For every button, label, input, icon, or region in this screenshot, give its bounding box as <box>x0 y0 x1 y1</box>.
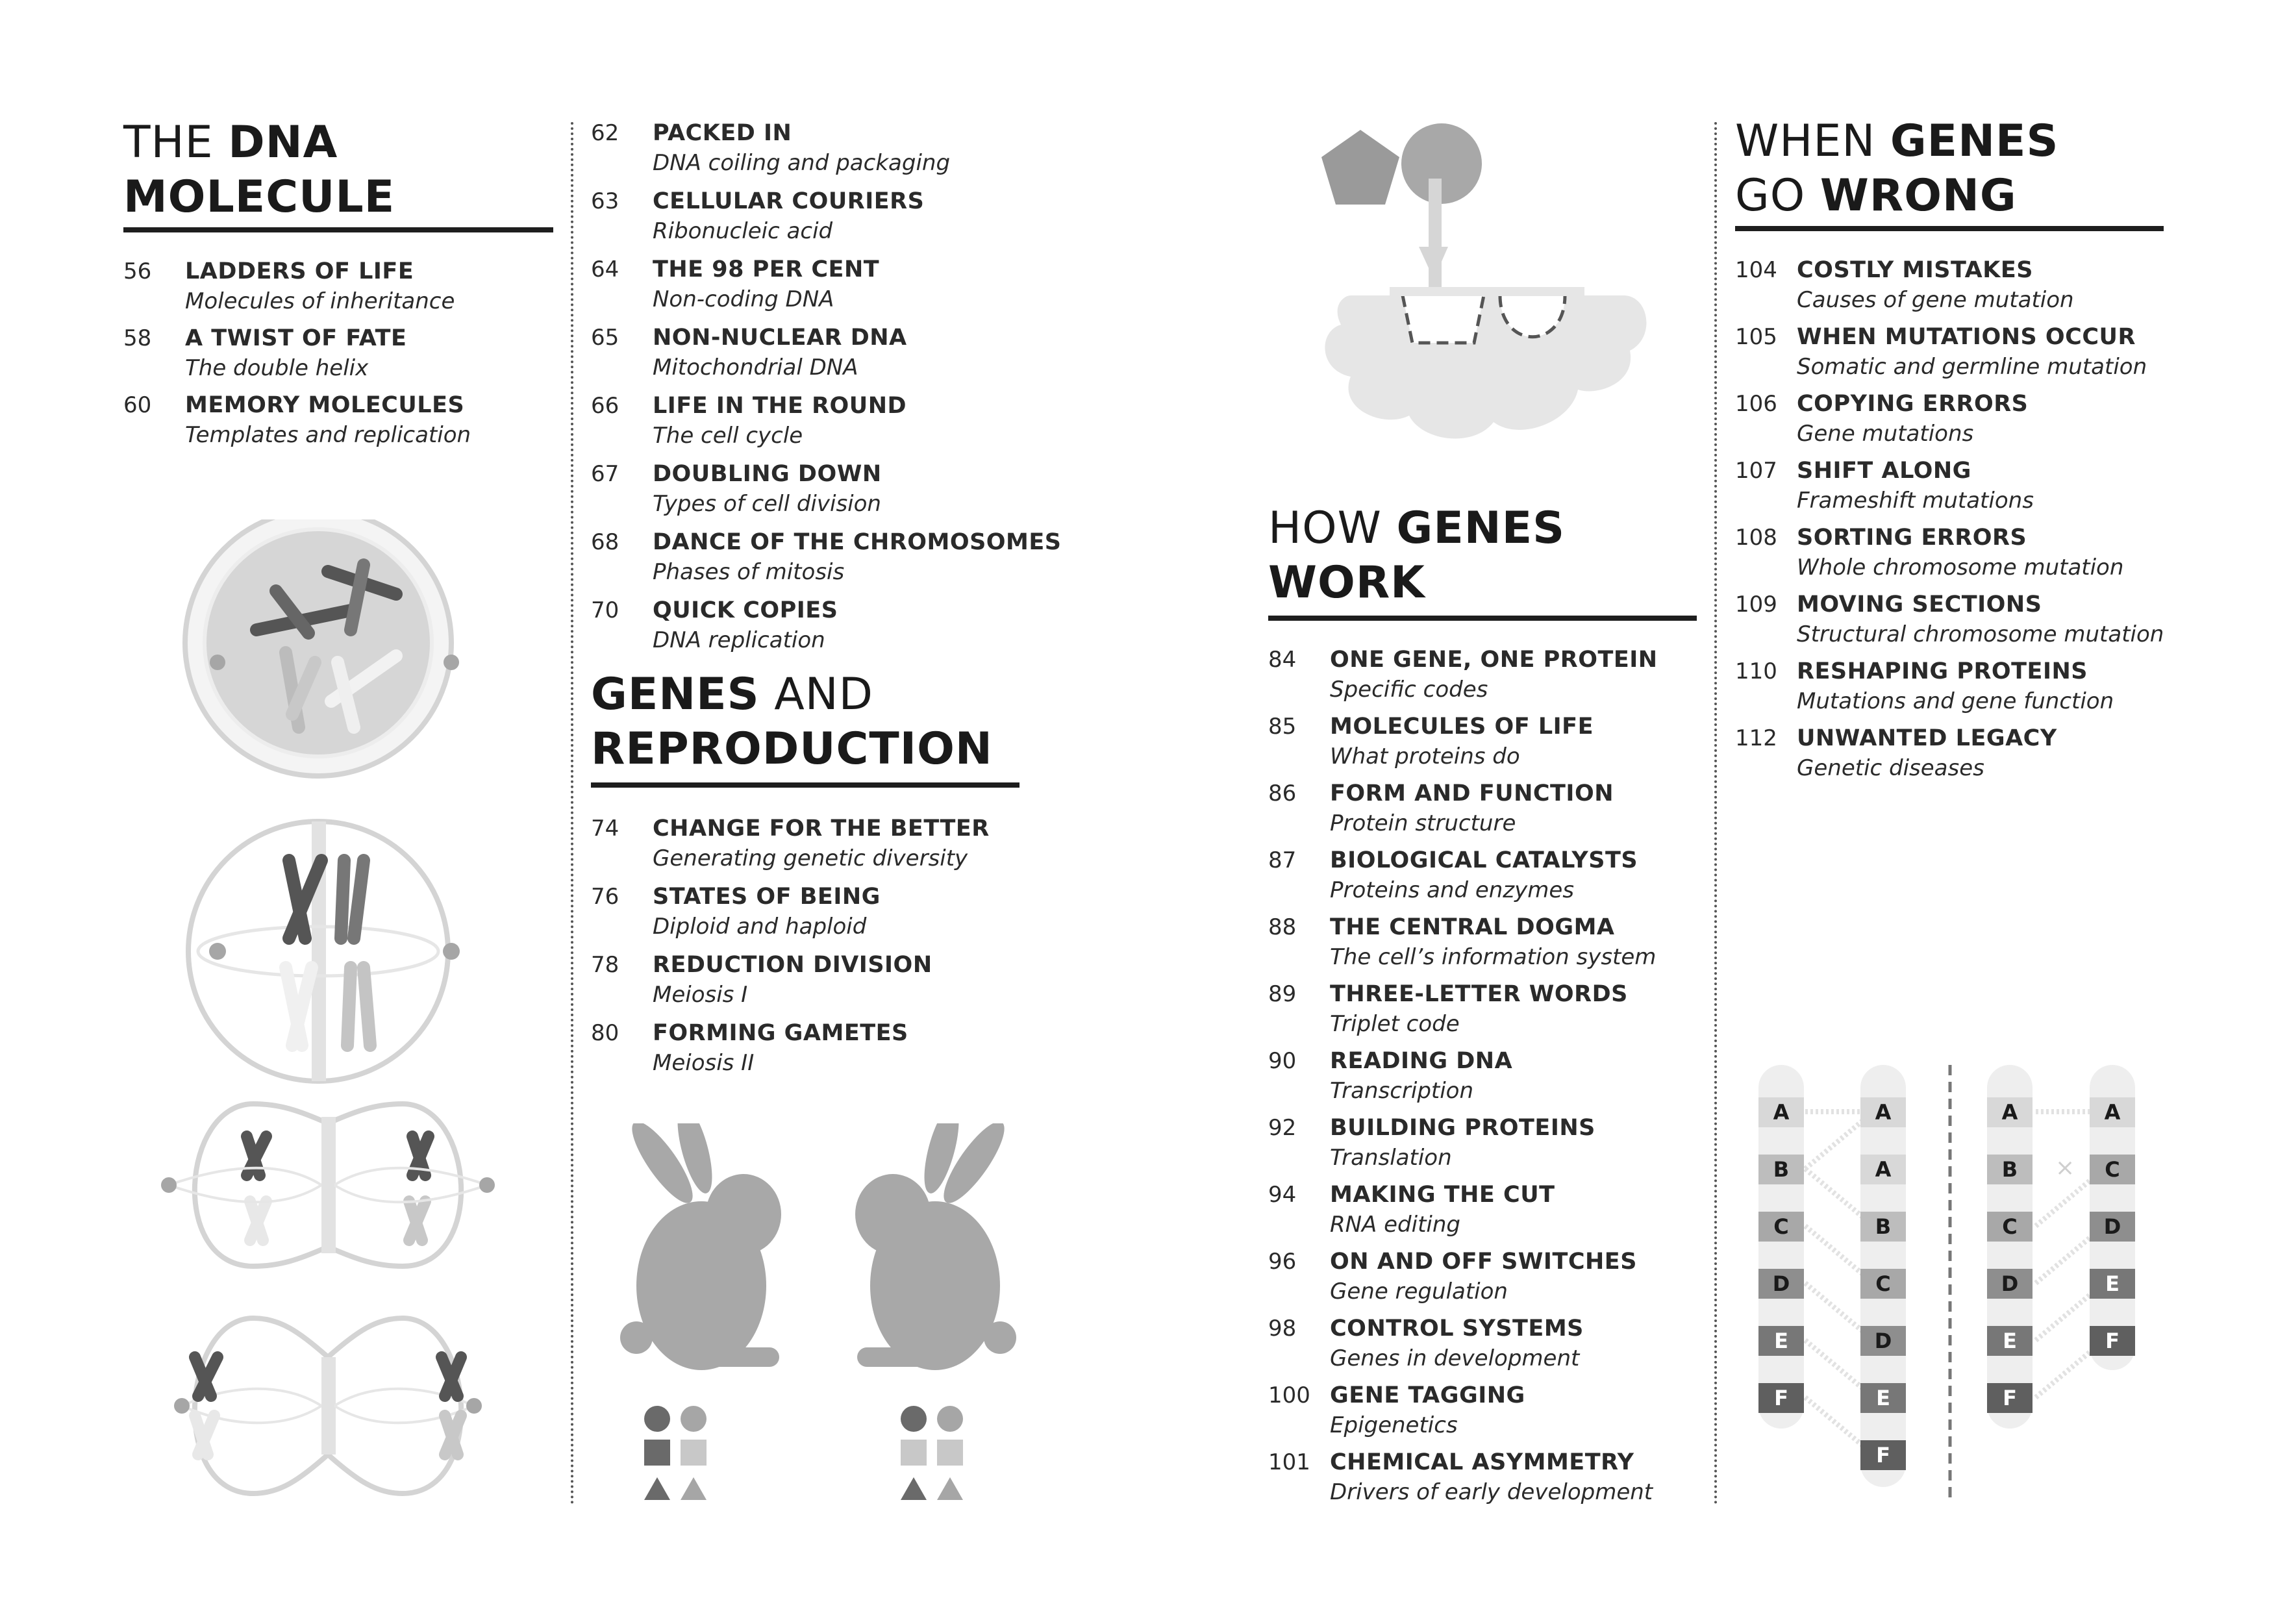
cell-anaphase <box>161 1104 495 1266</box>
page-number: 106 <box>1735 391 1777 417</box>
entry-subtitle: Mitochondrial DNA <box>653 355 858 381</box>
entry-subtitle: The double helix <box>185 355 369 381</box>
entry-subtitle: Whole chromosome mutation <box>1797 555 2124 581</box>
entry-title: DOUBLING DOWN <box>653 461 882 487</box>
page-number: 107 <box>1735 458 1777 484</box>
page-number: 105 <box>1735 324 1777 350</box>
chromosome-band: E <box>1987 1326 2033 1356</box>
chromosome-band: D <box>1860 1326 1906 1356</box>
entry-title: A TWIST OF FATE <box>185 325 407 351</box>
entry-title: QUICK COPIES <box>653 597 838 623</box>
entry-subtitle: Meiosis II <box>653 1050 755 1076</box>
heading-how-genes-work <box>1268 501 1565 610</box>
entry-subtitle: DNA coiling and packaging <box>653 150 951 176</box>
column-divider <box>1714 122 1717 1505</box>
entry-title: FORM AND FUNCTION <box>1330 781 1614 806</box>
page-number: 56 <box>123 258 152 284</box>
entry-subtitle: Translation <box>1330 1145 1452 1171</box>
entry-subtitle: Non-coding DNA <box>653 286 834 312</box>
entry-title: STATES OF BEING <box>653 884 881 910</box>
heading-text: THE <box>123 117 229 168</box>
entry-title: BUILDING PROTEINS <box>1330 1115 1595 1141</box>
page-number: 112 <box>1735 725 1777 751</box>
page-number: 104 <box>1735 257 1777 283</box>
heading-text: GO <box>1735 170 1820 221</box>
entry-subtitle: Meiosis I <box>653 982 748 1008</box>
chromosome-band: B <box>1860 1212 1906 1242</box>
cell-metaphase <box>188 821 460 1081</box>
page-number: 58 <box>123 325 152 351</box>
entry-subtitle: The cell’s information system <box>1330 944 1657 970</box>
entry-subtitle: Genes in development <box>1330 1345 1580 1371</box>
page-number: 90 <box>1268 1048 1297 1074</box>
page-number: 68 <box>591 529 619 555</box>
entry-title: READING DNA <box>1330 1048 1513 1074</box>
heading-text: GENES <box>1396 503 1566 554</box>
entry-subtitle: Specific codes <box>1330 677 1488 703</box>
page-number: 76 <box>591 884 619 910</box>
entry-subtitle: Frameshift mutations <box>1797 488 2034 514</box>
entry-subtitle: Drivers of early development <box>1330 1479 1653 1505</box>
heading-text: DNA <box>228 117 338 168</box>
entry-subtitle: Somatic and germline mutation <box>1797 354 2147 380</box>
entry-title: NON-NUCLEAR DNA <box>653 325 907 351</box>
chromosome-band: E <box>2090 1269 2135 1299</box>
entry-title: MEMORY MOLECULES <box>185 392 465 418</box>
entry-subtitle: Mutations and gene function <box>1797 688 2114 714</box>
cell-division-illustration <box>156 519 532 1532</box>
page-number: 70 <box>591 597 619 623</box>
entry-title: RESHAPING PROTEINS <box>1797 658 2088 684</box>
rabbit-left <box>620 1123 781 1370</box>
entry-subtitle: Templates and replication <box>185 422 471 448</box>
entry-title: CONTROL SYSTEMS <box>1330 1316 1584 1342</box>
chromosome-band: F <box>1758 1383 1804 1413</box>
entry-title: MOLECULES OF LIFE <box>1330 714 1594 740</box>
page-number: 60 <box>123 392 152 418</box>
entry-subtitle: The cell cycle <box>653 423 803 449</box>
allele-symbols-right <box>901 1406 963 1500</box>
heading-rule <box>591 782 1019 788</box>
page-number: 63 <box>591 188 619 214</box>
page-number: 64 <box>591 256 619 282</box>
heading-text: MOLECULE <box>123 171 395 223</box>
entry-title: UNWANTED LEGACY <box>1797 725 2057 751</box>
entry-subtitle: Proteins and enzymes <box>1330 877 1575 903</box>
chromosome-band: F <box>2090 1326 2135 1356</box>
entry-subtitle: What proteins do <box>1330 743 1520 769</box>
heading-text: WRONG <box>1820 170 2017 221</box>
page-number: 110 <box>1735 658 1777 684</box>
cross-mark-icon: × <box>2055 1155 2075 1181</box>
heading-text: AND <box>759 669 873 720</box>
chromosome-band: A <box>1758 1097 1804 1127</box>
chromosome-band: C <box>1987 1212 2033 1242</box>
entry-title: THE 98 PER CENT <box>653 256 880 282</box>
page-number: 85 <box>1268 714 1297 740</box>
heading-text: GENES <box>1890 116 2059 167</box>
page-number: 108 <box>1735 525 1777 551</box>
entry-title: LADDERS OF LIFE <box>185 258 414 284</box>
heading-rule <box>1268 616 1697 621</box>
entry-subtitle: Causes of gene mutation <box>1797 287 2074 313</box>
page-number: 87 <box>1268 847 1297 873</box>
chromosome-mutation-illustration <box>1753 1058 2195 1513</box>
entry-title: DANCE OF THE CHROMOSOMES <box>653 529 1062 555</box>
page-number: 62 <box>591 120 619 146</box>
entry-subtitle: Genetic diseases <box>1797 755 1984 781</box>
page-number: 100 <box>1268 1382 1310 1408</box>
chromosome-band: A <box>2090 1097 2135 1127</box>
chromosome-band: E <box>1860 1383 1906 1413</box>
chromosome-band: D <box>1987 1269 2033 1299</box>
chromosome-band: B <box>1758 1155 1804 1184</box>
entry-title: THREE-LETTER WORDS <box>1330 981 1628 1007</box>
chromosome-band: C <box>2090 1155 2135 1184</box>
page-number: 78 <box>591 952 619 978</box>
page-number: 98 <box>1268 1316 1297 1342</box>
chromosome-band: D <box>1758 1269 1804 1299</box>
entry-title: THE CENTRAL DOGMA <box>1330 914 1615 940</box>
entry-subtitle: Structural chromosome mutation <box>1797 621 2164 647</box>
chromosome-band: F <box>1987 1383 2033 1413</box>
entry-subtitle: Triplet code <box>1330 1011 1460 1037</box>
entry-subtitle: Types of cell division <box>653 491 881 517</box>
entry-title: REDUCTION DIVISION <box>653 952 932 978</box>
entry-title: COPYING ERRORS <box>1797 391 2029 417</box>
page-number: 94 <box>1268 1182 1297 1208</box>
entry-title: MAKING THE CUT <box>1330 1182 1555 1208</box>
entry-subtitle: RNA editing <box>1330 1212 1460 1238</box>
entry-title: CHANGE FOR THE BETTER <box>653 816 990 842</box>
heading-text: WORK <box>1268 557 1425 608</box>
entry-title: SORTING ERRORS <box>1797 525 2027 551</box>
entry-title: MOVING SECTIONS <box>1797 592 2042 618</box>
page-number: 92 <box>1268 1115 1297 1141</box>
page-number: 67 <box>591 461 619 487</box>
page-number: 66 <box>591 393 619 419</box>
heading-rule <box>123 227 553 232</box>
entry-title: CELLULAR COURIERS <box>653 188 925 214</box>
entry-subtitle: Transcription <box>1330 1078 1474 1104</box>
entry-subtitle: Protein structure <box>1330 810 1516 836</box>
page-number: 84 <box>1268 647 1297 673</box>
entry-title: CHEMICAL ASYMMETRY <box>1330 1449 1634 1475</box>
heading-text: REPRODUCTION <box>591 723 993 775</box>
rabbit-right <box>855 1123 1016 1370</box>
chromosome-band: E <box>1758 1326 1804 1356</box>
chromosome-band: C <box>1860 1269 1906 1299</box>
page-number: 74 <box>591 816 619 842</box>
entry-title: GENE TAGGING <box>1330 1382 1525 1408</box>
chromosome-band: A <box>1860 1097 1906 1127</box>
entry-subtitle: DNA replication <box>653 627 825 653</box>
page-number: 89 <box>1268 981 1297 1007</box>
entry-title: ON AND OFF SWITCHES <box>1330 1249 1637 1275</box>
entry-title: SHIFT ALONG <box>1797 458 1971 484</box>
entry-title: ONE GENE, ONE PROTEIN <box>1330 647 1658 673</box>
heading-text: WHEN <box>1735 116 1890 167</box>
entry-subtitle: Molecules of inheritance <box>185 288 455 314</box>
entry-subtitle: Gene mutations <box>1797 421 1974 447</box>
allele-symbols-left <box>644 1406 707 1500</box>
heading-dna-molecule <box>123 116 395 225</box>
entry-title: LIFE IN THE ROUND <box>653 393 907 419</box>
entry-title: WHEN MUTATIONS OCCUR <box>1797 324 2136 350</box>
heading-rule <box>1735 226 2164 231</box>
chromosome-band: F <box>1860 1440 1906 1470</box>
entry-subtitle: Generating genetic diversity <box>653 845 968 871</box>
page-number: 109 <box>1735 592 1777 618</box>
entry-title: FORMING GAMETES <box>653 1020 908 1046</box>
heading-text: HOW <box>1268 503 1397 554</box>
cell-interphase <box>185 519 459 776</box>
page-number: 80 <box>591 1020 619 1046</box>
chromosome-band: C <box>1758 1212 1804 1242</box>
chromosome-band: D <box>2090 1212 2135 1242</box>
column-divider <box>571 122 573 1505</box>
page-number: 65 <box>591 325 619 351</box>
entry-title: BIOLOGICAL CATALYSTS <box>1330 847 1638 873</box>
heading-genes-and-reproduction <box>591 668 993 777</box>
entry-subtitle: Ribonucleic acid <box>653 218 833 244</box>
entry-title: COSTLY MISTAKES <box>1797 257 2033 283</box>
entry-title: PACKED IN <box>653 120 792 146</box>
entry-subtitle: Diploid and haploid <box>653 914 867 940</box>
entry-subtitle: Phases of mitosis <box>653 559 845 585</box>
entry-subtitle: Epigenetics <box>1330 1412 1458 1438</box>
entry-subtitle: Gene regulation <box>1330 1279 1508 1305</box>
page-number: 86 <box>1268 781 1297 806</box>
chromosome-band: B <box>1987 1155 2033 1184</box>
heading-when-genes-go-wrong <box>1735 114 2058 223</box>
chromosome-band: A <box>1987 1097 2033 1127</box>
page-number: 88 <box>1268 914 1297 940</box>
rabbits-illustration <box>617 1123 1019 1513</box>
chromosome-band: A <box>1860 1155 1906 1184</box>
page-number: 101 <box>1268 1449 1310 1475</box>
heading-text: GENES <box>591 669 760 720</box>
cell-telophase <box>174 1318 482 1493</box>
page-number: 96 <box>1268 1249 1297 1275</box>
enzyme-substrate-illustration <box>1312 117 1662 468</box>
